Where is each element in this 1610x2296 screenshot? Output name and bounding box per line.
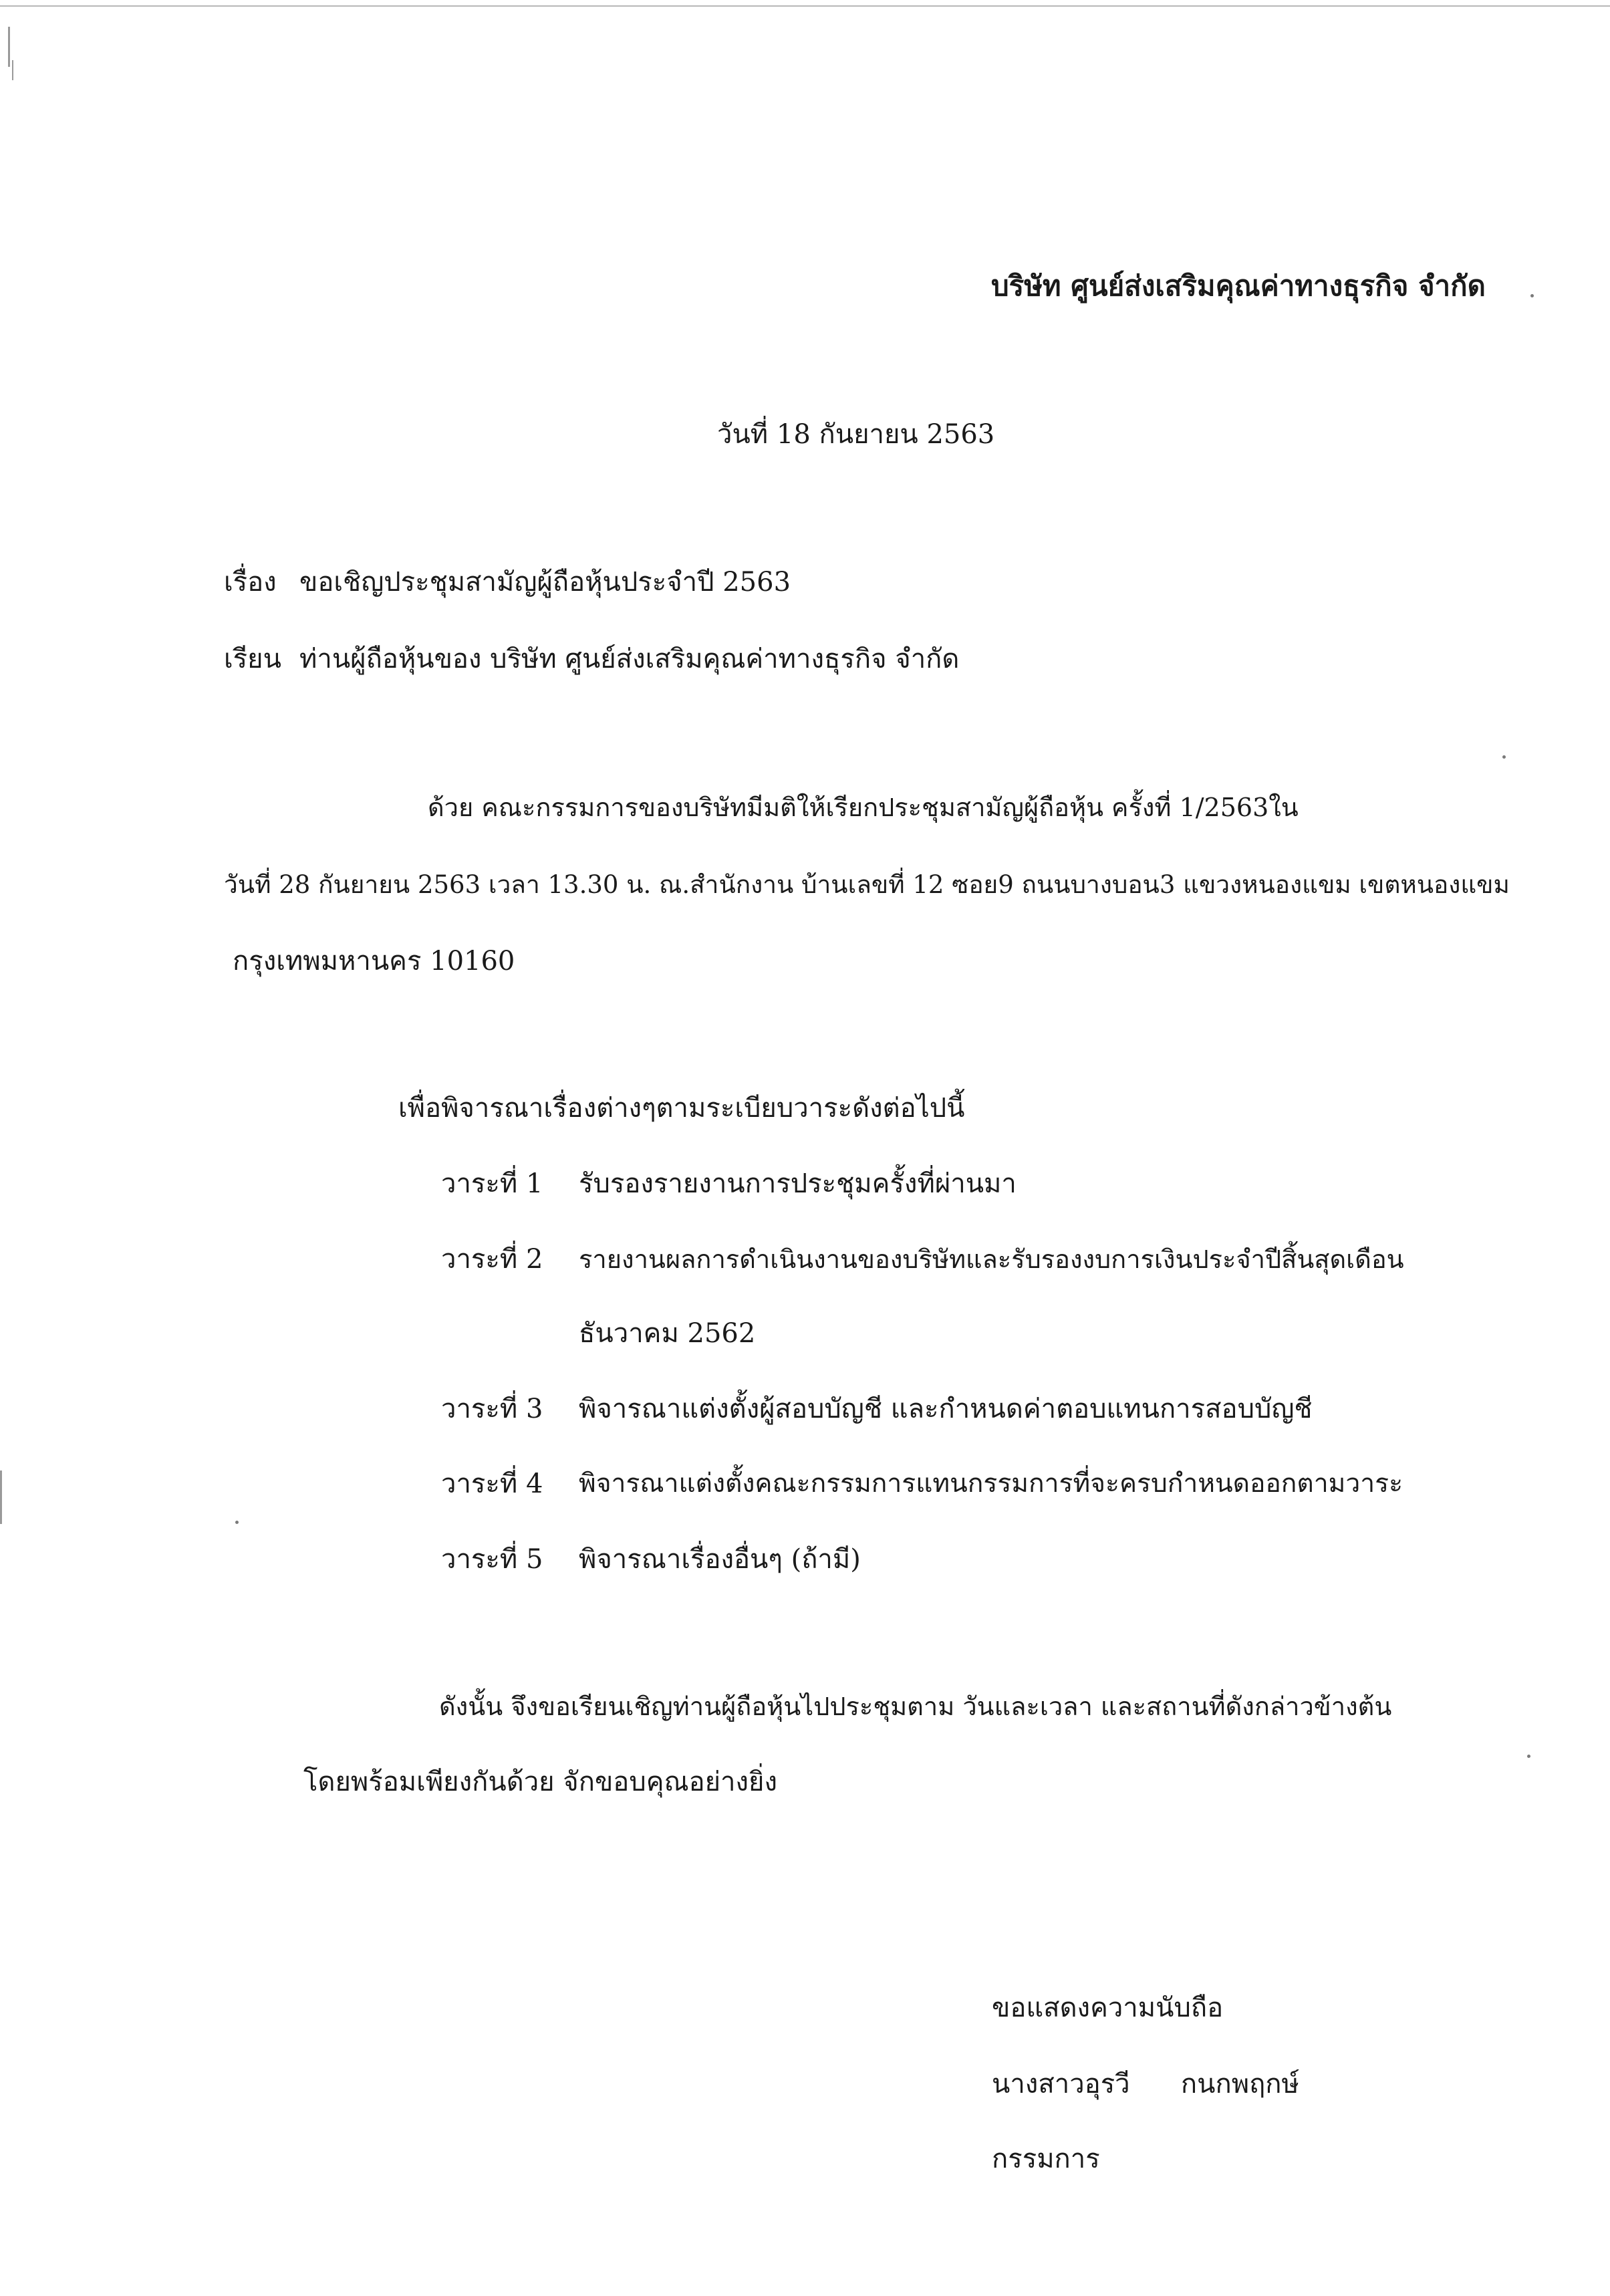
- closing-line-1: ดังนั้น จึงขอเรียนเชิญท่านผู้ถือหุ้นไปประชุมตาม วันและเวลา และสถานที่ดังกล่าวข้างต้น: [439, 1692, 1392, 1721]
- agenda-3-text: พิจารณาแต่งตั้งผู้สอบบัญชี และกำหนดค่าตอบแทนการสอบบัญชี: [579, 1394, 1313, 1424]
- scan-speck: [1527, 1755, 1530, 1758]
- subject-label: เรื่อง: [224, 567, 277, 598]
- agenda-3-number: วาระที่ 3: [441, 1394, 543, 1424]
- signatory-name: นางสาวอุรวี กนกพฤกษ์: [992, 2069, 1299, 2099]
- body-line-1: ด้วย คณะกรรมการของบริษัทมีมติให้เรียกประชุมสามัญผู้ถือหุ้น ครั้งที่ 1/2563ใน: [428, 793, 1299, 822]
- agenda-intro: เพื่อพิจารณาเรื่องต่างๆตามระเบียบวาระดังต่อไปนี้: [398, 1093, 965, 1124]
- agenda-5-number: วาระที่ 5: [441, 1544, 543, 1575]
- company-header: บริษัท ศูนย์ส่งเสริมคุณค่าทางธุรกิจ จำกัด: [991, 269, 1486, 302]
- letter-date: วันที่ 18 กันยายน 2563: [717, 419, 995, 450]
- agenda-5-text: พิจารณาเรื่องอื่นๆ (ถ้ามี): [579, 1544, 861, 1575]
- scan-mark: [8, 27, 10, 67]
- agenda-1-number: วาระที่ 1: [441, 1168, 543, 1199]
- subject-text: ขอเชิญประชุมสามัญผู้ถือหุ้นประจำปี 2563: [299, 567, 791, 598]
- closing-line-2: โดยพร้อมเพียงกันด้วย จักขอบคุณอย่างยิ่ง: [303, 1767, 778, 1797]
- signatory-title: กรรมการ: [992, 2144, 1100, 2174]
- agenda-4-text: พิจารณาแต่งตั้งคณะกรรมการแทนกรรมการที่จะครบกำหนดออกตามวาระ: [579, 1469, 1403, 1499]
- scan-mark: [12, 60, 13, 80]
- recipient-label: เรียน: [224, 644, 281, 674]
- agenda-2-text: รายงานผลการดำเนินงานของบริษัทและรับรองงบการเงินประจำปีสิ้นสุดเดือน: [579, 1245, 1404, 1274]
- agenda-1-text: รับรองรายงานการประชุมครั้งที่ผ่านมา: [579, 1168, 1017, 1199]
- body-line-2: วันที่ 28 กันยายน 2563 เวลา 13.30 น. ณ.สำนักงาน บ้านเลขที่ 12 ซอย9 ถนนบางบอน3 แขวงหนองแขม เขตหนองแขม: [224, 870, 1510, 899]
- agenda-4-number: วาระที่ 4: [441, 1469, 543, 1499]
- scan-speck: [1502, 755, 1506, 759]
- body-line-3: กรุงเทพมหานคร 10160: [233, 946, 515, 977]
- signature-salutation: ขอแสดงความนับถือ: [992, 1993, 1224, 2023]
- scan-mark: [0, 1471, 2, 1524]
- scan-speck: [1530, 294, 1534, 297]
- scan-top-edge: [0, 5, 1610, 7]
- agenda-2-number: วาระที่ 2: [441, 1244, 543, 1275]
- scan-speck: [235, 1521, 239, 1524]
- agenda-2-text-cont: ธันวาคม 2562: [579, 1318, 756, 1349]
- recipient-text: ท่านผู้ถือหุ้นของ บริษัท ศูนย์ส่งเสริมคุณค่าทางธุรกิจ จำกัด: [299, 644, 960, 674]
